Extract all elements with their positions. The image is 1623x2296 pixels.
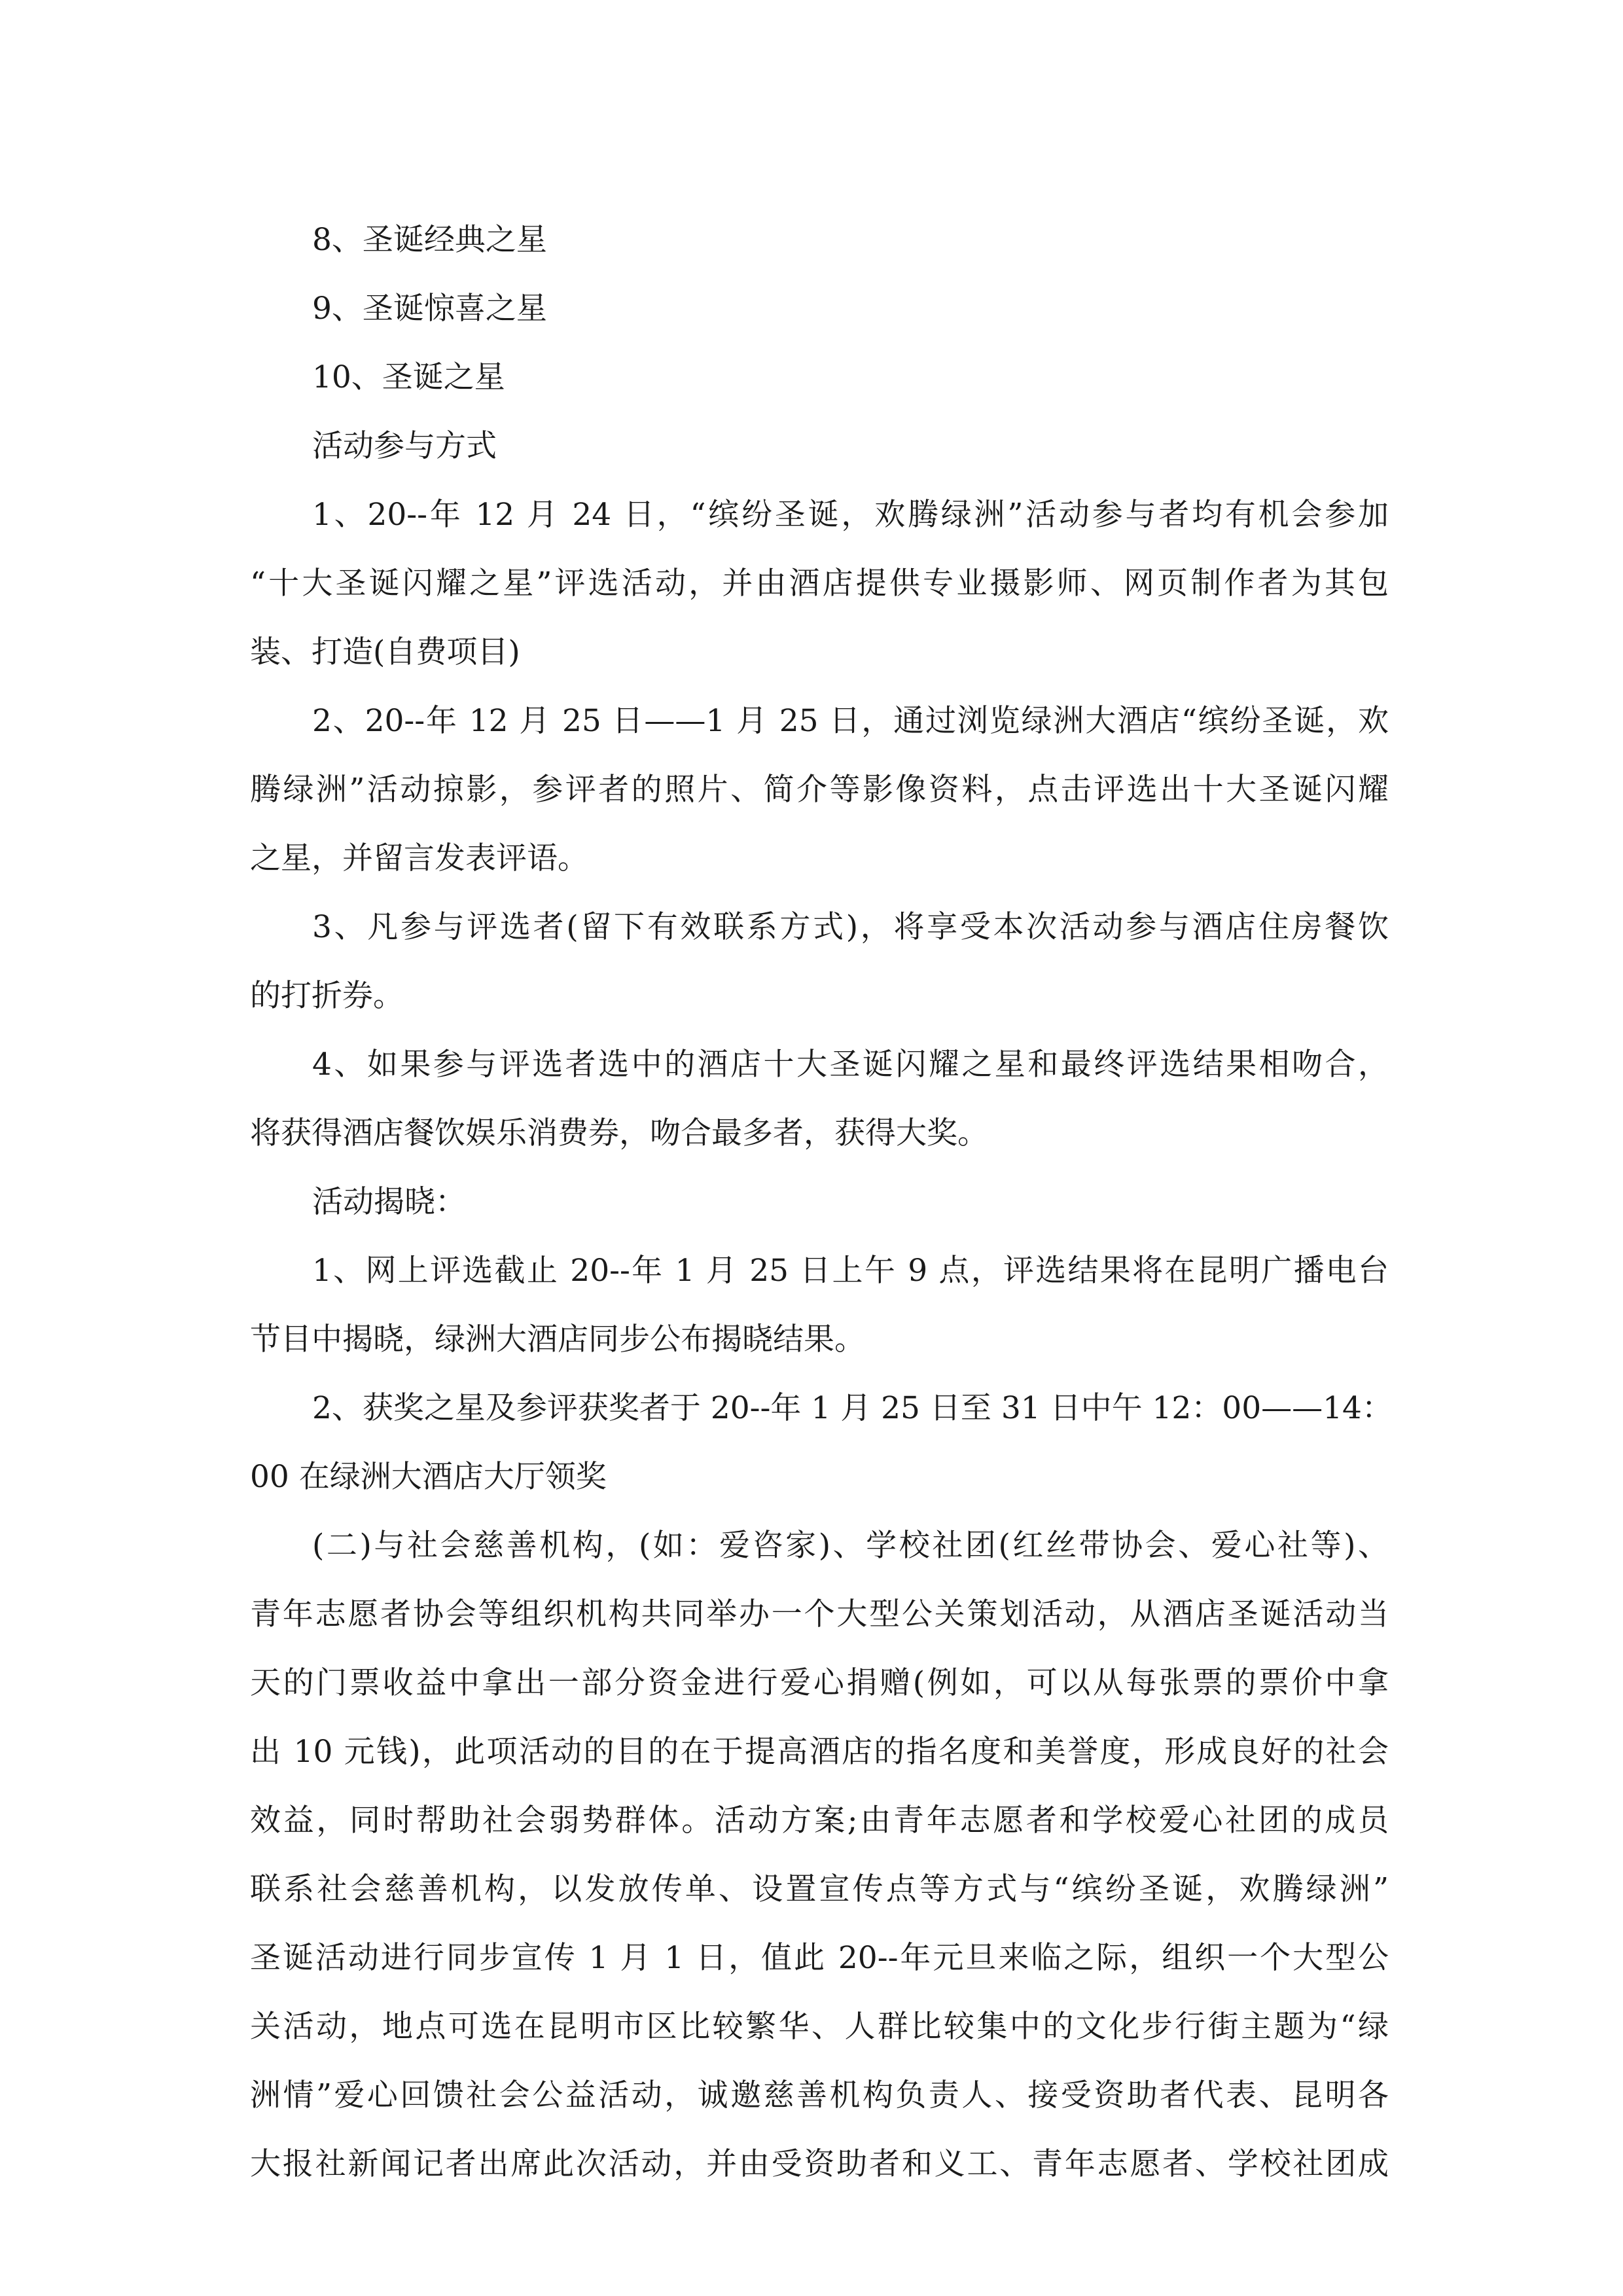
text-line: 8、圣诞经典之星 <box>312 222 547 258</box>
section-heading-participation <box>250 412 1389 480</box>
text-line: 大报社新闻记者出席此次活动，并由受资助者和义工、青年志愿者、学校社团成 <box>250 2146 1389 2182</box>
paragraph-participation-3 <box>250 893 1389 1030</box>
text-line: 关活动，地点可选在昆明市区比较繁华、人群比较集中的文化步行街主题为“绿 <box>250 2009 1389 2045</box>
text-line: 10、圣诞之星 <box>312 359 505 395</box>
text-line: 出 10 元钱)，此项活动的目的在于提高酒店的指名度和美誉度，形成良好的社会 <box>250 1734 1389 1770</box>
text-line: “十大圣诞闪耀之星”评选活动，并由酒店提供专业摄影师、网页制作者为其包 <box>250 565 1389 601</box>
text-line: 天的门票收益中拿出一部分资金进行爱心捐赠(例如，可以从每张票的票价中拿 <box>250 1665 1389 1701</box>
text-line: 效益，同时帮助社会弱势群体。活动方案;由青年志愿者和学校爱心社团的成员 <box>250 1803 1389 1839</box>
text-line: 2、获奖之星及参评获奖者于 20--年 1 月 25 日至 31 日中午 12：00——14： <box>312 1390 1393 1426</box>
paragraph-participation-2 <box>250 687 1389 893</box>
text-line: 1、网上评选截止 20--年 1 月 25 日上午 9 点，评选结果将在昆明广播电台 <box>312 1253 1389 1289</box>
text-line: 1、20--年 12 月 24 日，“缤纷圣诞，欢腾绿洲”活动参与者均有机会参加 <box>312 497 1389 533</box>
paragraph-reveal-2 <box>250 1374 1393 1511</box>
paragraph-reveal-1 <box>250 1236 1389 1374</box>
text-line: 00 在绿洲大酒店大厅领奖 <box>250 1459 607 1495</box>
text-line: 的打折券。 <box>250 978 404 1014</box>
paragraph-item-9 <box>250 274 1389 343</box>
text-line: 活动参与方式 <box>312 428 497 464</box>
section-heading-reveal <box>250 1168 1389 1236</box>
text-line: 节目中揭晓，绿洲大酒店同步公布揭晓结果。 <box>250 1321 865 1357</box>
text-line: 2、20--年 12 月 25 日——1 月 25 日，通过浏览绿洲大酒店“缤纷圣诞，欢 <box>312 703 1389 739</box>
text-line: 腾绿洲”活动掠影，参评者的照片、简介等影像资料，点击评选出十大圣诞闪耀 <box>250 772 1389 808</box>
paragraph-charity-section <box>250 1511 1389 2198</box>
text-line: 活动揭晓： <box>312 1184 466 1220</box>
text-line: 9、圣诞惊喜之星 <box>312 291 547 327</box>
text-line: 洲情”爱心回馈社会公益活动，诚邀慈善机构负责人、接受资助者代表、昆明各 <box>250 2077 1389 2113</box>
paragraph-item-8 <box>250 206 1389 274</box>
text-line: 圣诞活动进行同步宣传 1 月 1 日，值此 20--年元旦来临之际，组织一个大型公 <box>250 1940 1389 1976</box>
text-line: 之星，并留言发表评语。 <box>250 840 588 876</box>
text-line: 将获得酒店餐饮娱乐消费券，吻合最多者，获得大奖。 <box>250 1115 988 1151</box>
document-body <box>250 206 1393 2198</box>
text-line: 联系社会慈善机构，以发放传单、设置宣传点等方式与“缤纷圣诞，欢腾绿洲” <box>250 1871 1389 1907</box>
text-line: (二)与社会慈善机构，(如：爱咨家)、学校社团(红丝带协会、爱心社等)、 <box>312 1528 1389 1564</box>
paragraph-participation-1 <box>250 480 1389 687</box>
text-line: 4、如果参与评选者选中的酒店十大圣诞闪耀之星和最终评选结果相吻合， <box>312 1047 1389 1083</box>
paragraph-participation-4 <box>250 1030 1389 1168</box>
text-line: 装、打造(自费项目) <box>250 634 520 670</box>
paragraph-item-10 <box>250 343 1389 412</box>
text-line: 青年志愿者协会等组织机构共同举办一个大型公关策划活动，从酒店圣诞活动当 <box>250 1596 1389 1632</box>
text-line: 3、凡参与评选者(留下有效联系方式)，将享受本次活动参与酒店住房餐饮 <box>312 909 1389 945</box>
